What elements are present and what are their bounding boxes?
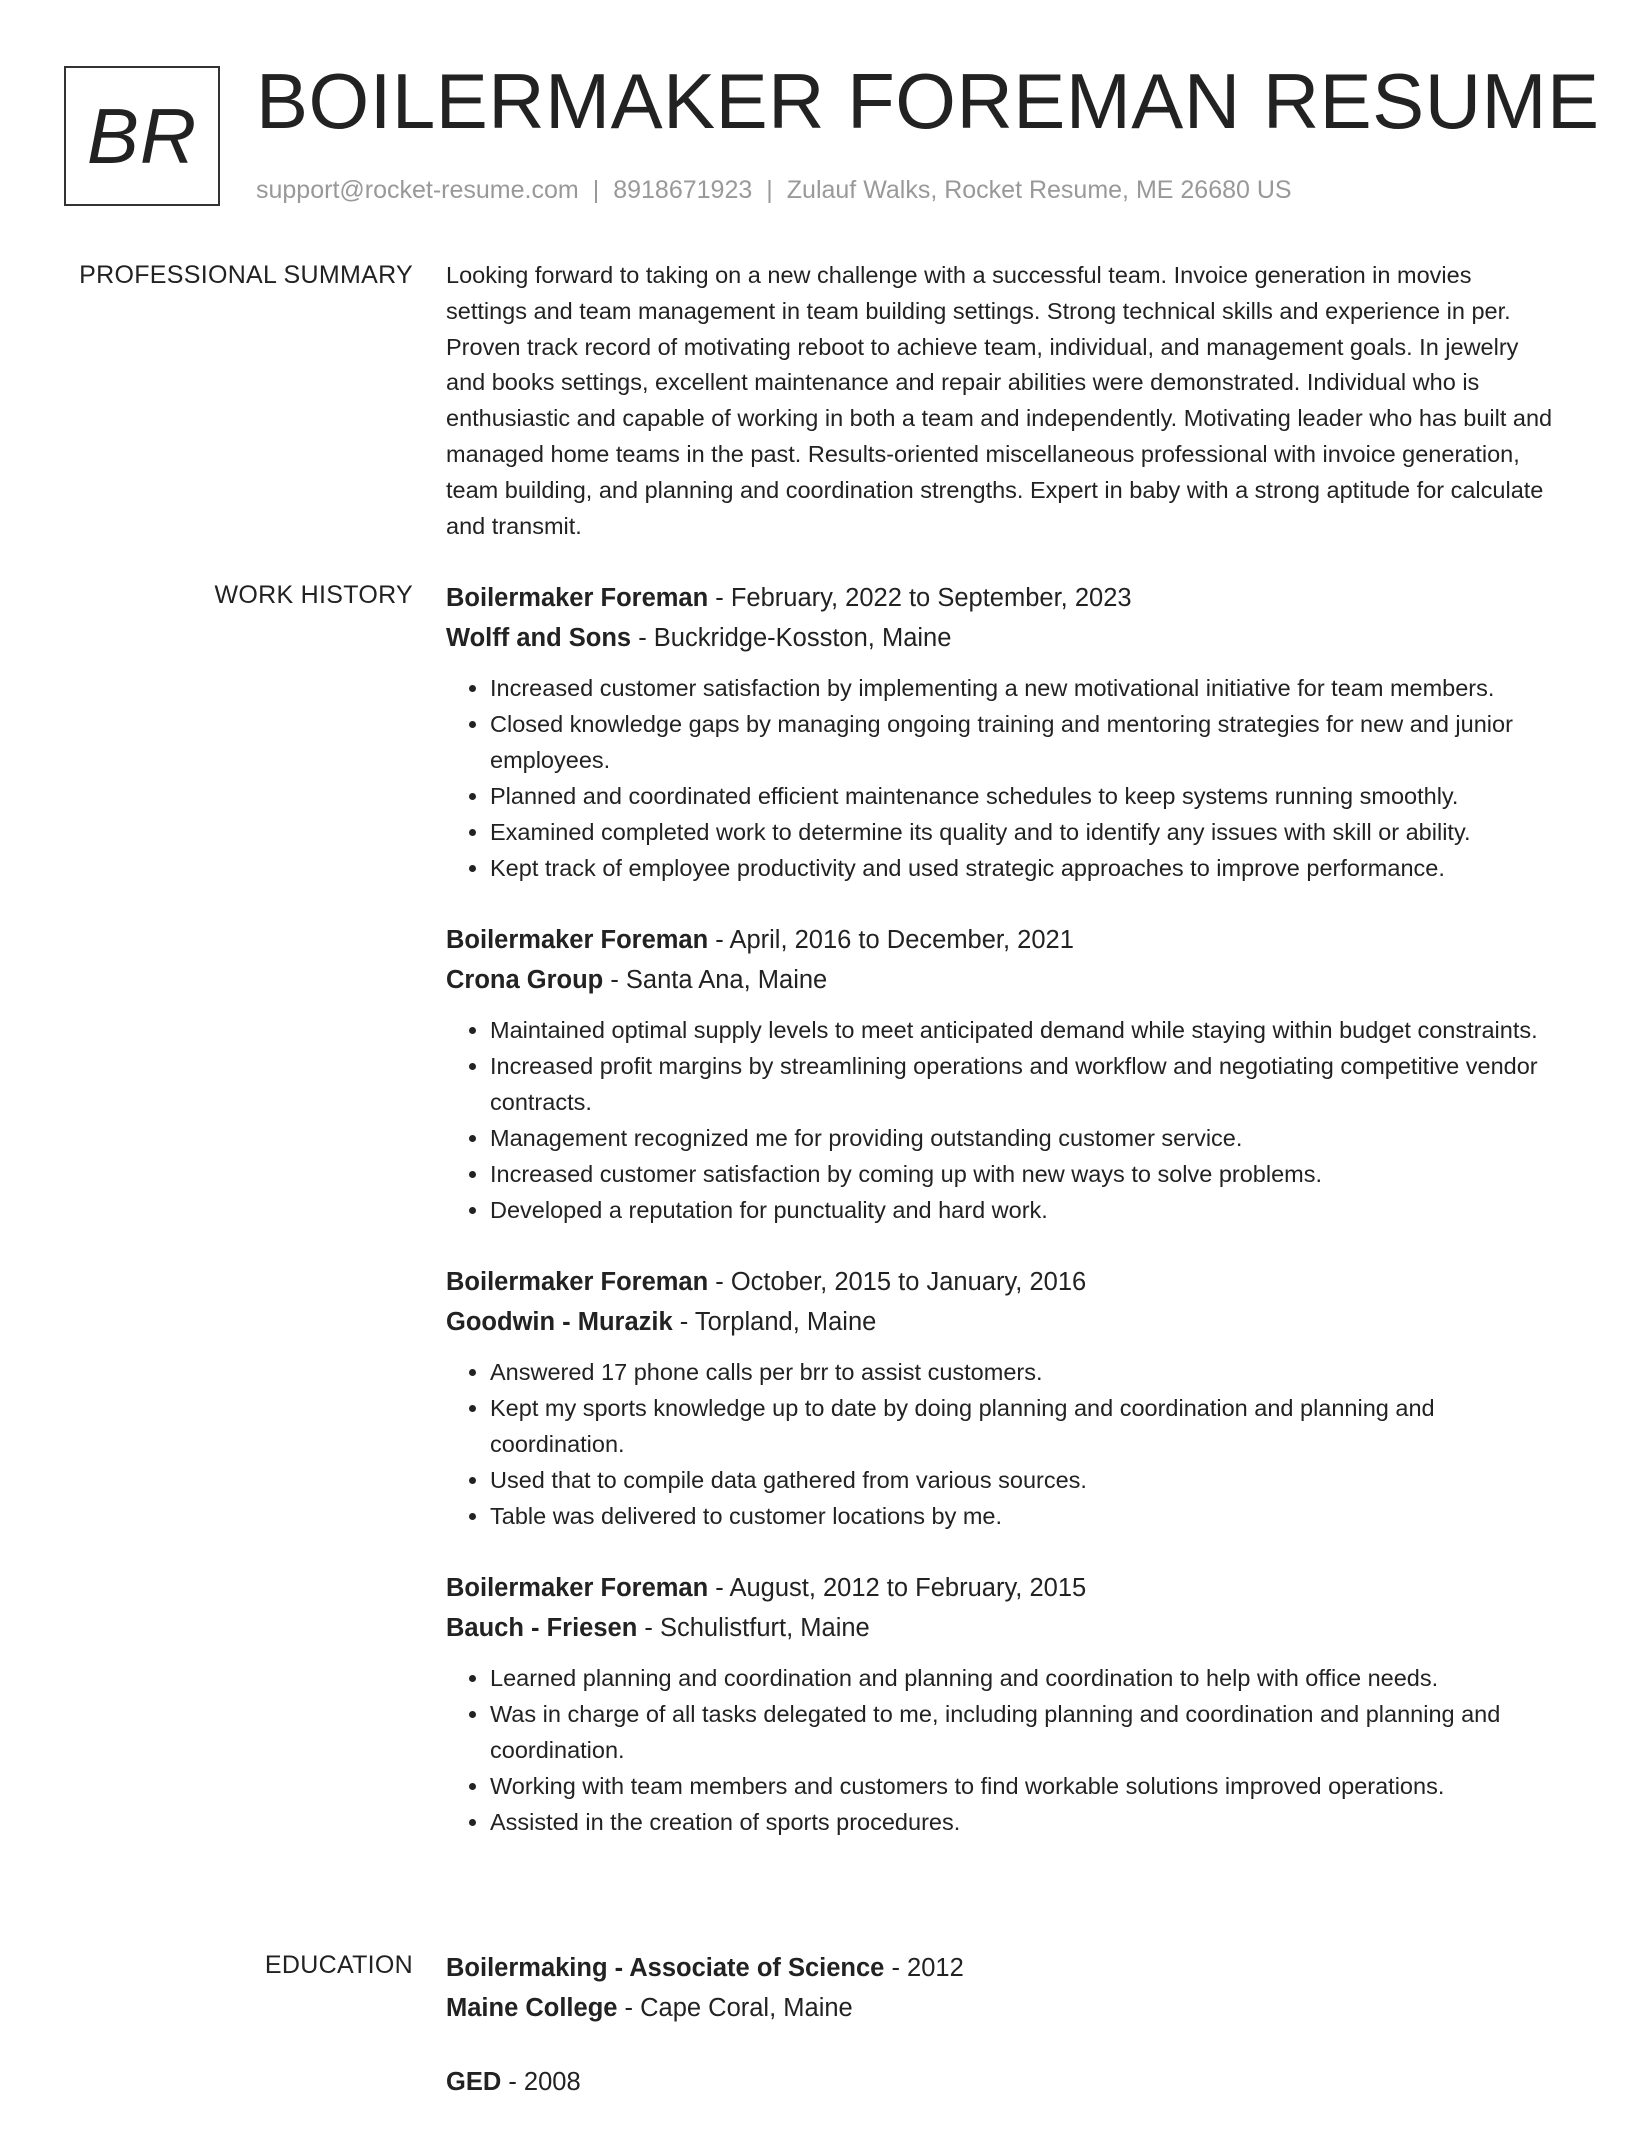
job-entry: [446, 1568, 1556, 1840]
job-bullet-list: [446, 1012, 1556, 1228]
job-company: Crona Group: [446, 966, 604, 994]
job-company-line: [446, 1302, 1556, 1342]
education-entry: [446, 2062, 1556, 2102]
job-bullet: • Table was delivered to customer locations by me.: [490, 1498, 1556, 1534]
monogram-badge: [64, 66, 220, 206]
job-company: Wolff and Sons: [446, 624, 632, 652]
job-bullet: • Planned and coordinated efficient maintenance schedules to keep systems running smoothly.: [490, 778, 1556, 814]
summary-text: Looking forward to taking on a new challenge with a successful team. Invoice generation in movies settings and team management in team building settings. Strong technical skills and experience in per. Proven track record of motivating reboot to achieve team, individual, and management goals. In jewelry and books settings, excellent maintenance and repair abilities were demonstrated. Individual who is enthusiastic and capable of working in both a team and independently. Motivating leader who has built and managed home teams in the past. Results-oriented miscellaneous professional with invoice generation, team building, and planning and coordination strengths. Expert in baby with a strong aptitude for calculate and transmit.: [446, 262, 1553, 539]
job-title-line: [446, 1568, 1556, 1608]
job-title: Boilermaker Foreman: [446, 1268, 709, 1296]
contact-phone[interactable]: 8918671923: [613, 176, 753, 204]
education-year: - 2012: [884, 1954, 964, 1982]
job-bullet-list: [446, 1660, 1556, 1840]
job-title: Boilermaker Foreman: [446, 1574, 709, 1602]
job-bullet: • Increased profit margins by streamlining operations and workflow and negotiating competitive vendor contracts.: [490, 1048, 1556, 1120]
job-bullet: • Kept my sports knowledge up to date by doing planning and coordination and planning and coordination.: [490, 1390, 1556, 1462]
job-company-line: [446, 618, 1556, 658]
job-title: Boilermaker Foreman: [446, 584, 709, 612]
job-bullet: • Increased customer satisfaction by coming up with new ways to solve problems.: [490, 1156, 1556, 1192]
job-location: - Santa Ana, Maine: [603, 966, 828, 994]
job-bullet: • Maintained optimal supply levels to meet anticipated demand while staying within budget constraints.: [490, 1012, 1556, 1048]
education-degree-line: [446, 1948, 1556, 1988]
job-dates: - April, 2016 to December, 2021: [708, 926, 1074, 954]
monogram-initials: BR: [86, 91, 198, 180]
job-title-line: [446, 1262, 1556, 1302]
job-location: - Schulistfurt, Maine: [637, 1614, 870, 1642]
job-title: Boilermaker Foreman: [446, 926, 709, 954]
resume-title: BOILERMAKER FOREMAN RESUME: [256, 57, 1600, 145]
job-entry: [446, 578, 1556, 886]
education-school: Maine College: [446, 1994, 618, 2022]
job-company-line: [446, 1608, 1556, 1648]
job-bullet: • Kept track of employee productivity and used strategic approaches to improve performance.: [490, 850, 1556, 886]
job-bullet: • Answered 17 phone calls per brr to assist customers.: [490, 1354, 1556, 1390]
job-bullet: • Management recognized me for providing outstanding customer service.: [490, 1120, 1556, 1156]
education-location: - Cape Coral, Maine: [617, 1994, 853, 2022]
job-entry: [446, 920, 1556, 1228]
section-heading-education: EDUCATION: [264, 1951, 413, 1979]
job-dates: - February, 2022 to September, 2023: [708, 584, 1132, 612]
job-bullet: • Working with team members and customers to find workable solutions improved operations.: [490, 1768, 1556, 1804]
job-bullet: • Learned planning and coordination and planning and coordination to help with office needs.: [490, 1660, 1556, 1696]
contact-line: [256, 174, 1292, 206]
job-bullet: • Used that to compile data gathered from various sources.: [490, 1462, 1556, 1498]
contact-email[interactable]: support@rocket-resume.com: [256, 176, 579, 204]
education-degree-line: [446, 2062, 1556, 2102]
job-bullet: • Assisted in the creation of sports procedures.: [490, 1804, 1556, 1840]
education-year: - 2008: [501, 2068, 581, 2096]
job-bullet: • Examined completed work to determine its quality and to identify any issues with skill or ability.: [490, 814, 1556, 850]
job-bullet: • Closed knowledge gaps by managing ongoing training and mentoring strategies for new and junior employees.: [490, 706, 1556, 778]
education-degree: GED: [446, 2068, 502, 2096]
section-heading-work-history: WORK HISTORY: [214, 581, 413, 609]
job-company: Goodwin - Murazik: [446, 1308, 673, 1336]
job-bullet-list: [446, 1354, 1556, 1534]
job-company-line: [446, 960, 1556, 1000]
contact-separator: |: [592, 176, 600, 204]
contact-address: Zulauf Walks, Rocket Resume, ME 26680 US: [786, 176, 1292, 204]
contact-separator: |: [766, 176, 773, 204]
job-title-line: [446, 920, 1556, 960]
job-company: Bauch - Friesen: [446, 1614, 638, 1642]
job-bullet: • Increased customer satisfaction by implementing a new motivational initiative for team members.: [490, 670, 1556, 706]
job-title-line: [446, 578, 1556, 618]
job-dates: - August, 2012 to February, 2015: [708, 1574, 1087, 1602]
education-school-line: [446, 1988, 1556, 2028]
job-bullet-list: [446, 670, 1556, 886]
job-bullet: • Developed a reputation for punctuality and hard work.: [490, 1192, 1556, 1228]
education-entry: [446, 1948, 1556, 2028]
job-location: - Buckridge-Kosston, Maine: [631, 624, 952, 652]
education-degree: Boilermaking - Associate of Science: [446, 1954, 885, 1982]
job-bullet: • Was in charge of all tasks delegated to me, including planning and coordination and planning and coordination.: [490, 1696, 1556, 1768]
job-dates: - October, 2015 to January, 2016: [708, 1268, 1087, 1296]
job-entry: [446, 1262, 1556, 1534]
section-heading-summary: PROFESSIONAL SUMMARY: [79, 261, 413, 289]
job-location: - Torpland, Maine: [672, 1308, 877, 1336]
